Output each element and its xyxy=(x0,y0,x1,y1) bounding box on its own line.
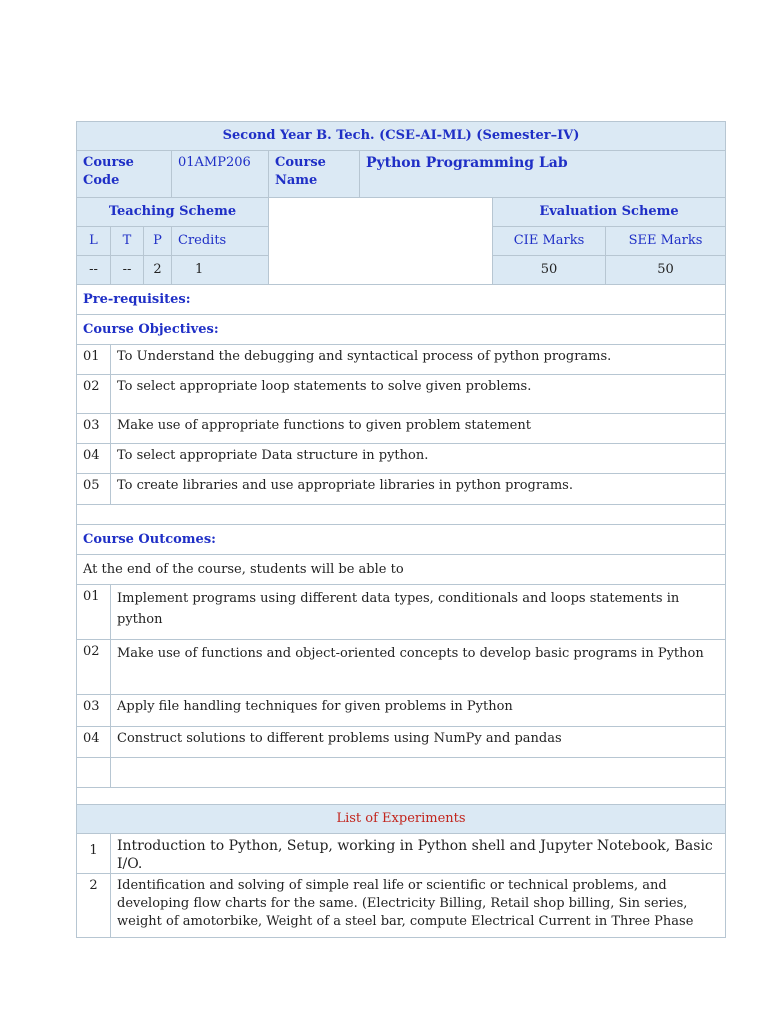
prerequisites-label: Pre-requisites: xyxy=(77,285,726,315)
ts-col-l: L xyxy=(77,227,111,256)
outcome-text: Construct solutions to different problems using NumPy and pandas xyxy=(111,727,726,758)
course-code-label: Course Code xyxy=(77,151,172,198)
outcome-text: Implement programs using different data types, conditionals and loops statements in python xyxy=(111,585,726,640)
ts-col-t: T xyxy=(111,227,144,256)
objectives-header-row xyxy=(77,315,726,345)
ts-value-p: 2 xyxy=(144,256,172,285)
empty-outcome-row xyxy=(77,758,726,788)
objective-text: To select appropriate Data structure in python. xyxy=(111,444,726,474)
outcome-row xyxy=(77,727,726,758)
objective-number: 05 xyxy=(77,474,111,505)
objective-number: 02 xyxy=(77,375,111,414)
spacer-cell xyxy=(77,788,726,805)
es-value-see: 50 xyxy=(606,256,726,285)
experiment-row xyxy=(77,874,726,938)
prerequisites-row xyxy=(77,285,726,315)
course-outcomes-label: Course Outcomes: xyxy=(77,525,726,555)
experiment-text: Introduction to Python, Setup, working in Python shell and Jupyter Notebook, Basic I/O. xyxy=(111,834,726,874)
experiments-header-row xyxy=(77,805,726,834)
course-title: Second Year B. Tech. (CSE-AI-ML) (Semester–IV) xyxy=(77,122,726,151)
ts-value-l: -- xyxy=(77,256,111,285)
objective-row xyxy=(77,414,726,444)
course-name-value: Python Programming Lab xyxy=(360,151,726,198)
outcome-number: 02 xyxy=(77,640,111,695)
experiment-number: 1 xyxy=(77,834,111,874)
ts-value-t: -- xyxy=(111,256,144,285)
spacer-row xyxy=(77,788,726,805)
outcomes-intro-row xyxy=(77,555,726,585)
course-info-row xyxy=(77,151,726,198)
experiment-text-clip: Identification and solving of simple real life or scientific or technical problems, and developing flow charts for the same. (Electricity Billing, Retail shop billing, Sin series, weight of amotorbike, Weight of a steel bar, compute Electrical Current in Three Phase xyxy=(117,878,694,929)
objective-text: To select appropriate loop statements to solve given problems. xyxy=(111,375,726,414)
outcome-number: 04 xyxy=(77,727,111,758)
objective-text: To create libraries and use appropriate libraries in python programs. xyxy=(111,474,726,505)
outcome-text: Apply file handling techniques for given problems in Python xyxy=(111,695,726,727)
empty-cell xyxy=(111,758,726,788)
outcome-number: 01 xyxy=(77,585,111,640)
experiment-row xyxy=(77,834,726,874)
course-objectives-label: Course Objectives: xyxy=(77,315,726,345)
experiment-text xyxy=(111,874,726,938)
ts-col-credits: Credits xyxy=(172,227,269,256)
course-table xyxy=(76,121,726,938)
scheme-gap-cell xyxy=(269,198,493,285)
course-code-value: 01AMP206 xyxy=(172,151,269,198)
scheme-header-row xyxy=(77,198,726,227)
outcomes-intro: At the end of the course, students will be able to xyxy=(77,555,726,585)
objective-row xyxy=(77,375,726,414)
outcome-number: 03 xyxy=(77,695,111,727)
outcome-row xyxy=(77,585,726,640)
objective-row xyxy=(77,345,726,375)
spacer-cell xyxy=(77,505,726,525)
objective-number: 04 xyxy=(77,444,111,474)
spacer-row xyxy=(77,505,726,525)
list-of-experiments-label: List of Experiments xyxy=(77,805,726,834)
objective-number: 01 xyxy=(77,345,111,375)
course-name-label: Course Name xyxy=(269,151,360,198)
ts-value-credits: 1 xyxy=(172,256,269,285)
outcome-row xyxy=(77,640,726,695)
es-col-see: SEE Marks xyxy=(606,227,726,256)
es-value-cie: 50 xyxy=(493,256,606,285)
objective-row xyxy=(77,474,726,505)
outcomes-header-row xyxy=(77,525,726,555)
objective-row xyxy=(77,444,726,474)
objective-number: 03 xyxy=(77,414,111,444)
ts-col-p: P xyxy=(144,227,172,256)
evaluation-scheme-label: Evaluation Scheme xyxy=(493,198,726,227)
title-row xyxy=(77,122,726,151)
outcome-text: Make use of functions and object-oriented concepts to develop basic programs in Python xyxy=(111,640,726,695)
outcome-row xyxy=(77,695,726,727)
teaching-scheme-label: Teaching Scheme xyxy=(77,198,269,227)
empty-cell xyxy=(77,758,111,788)
experiment-number: 2 xyxy=(77,874,111,938)
objective-text: Make use of appropriate functions to given problem statement xyxy=(111,414,726,444)
es-col-cie: CIE Marks xyxy=(493,227,606,256)
objective-text: To Understand the debugging and syntactical process of python programs. xyxy=(111,345,726,375)
